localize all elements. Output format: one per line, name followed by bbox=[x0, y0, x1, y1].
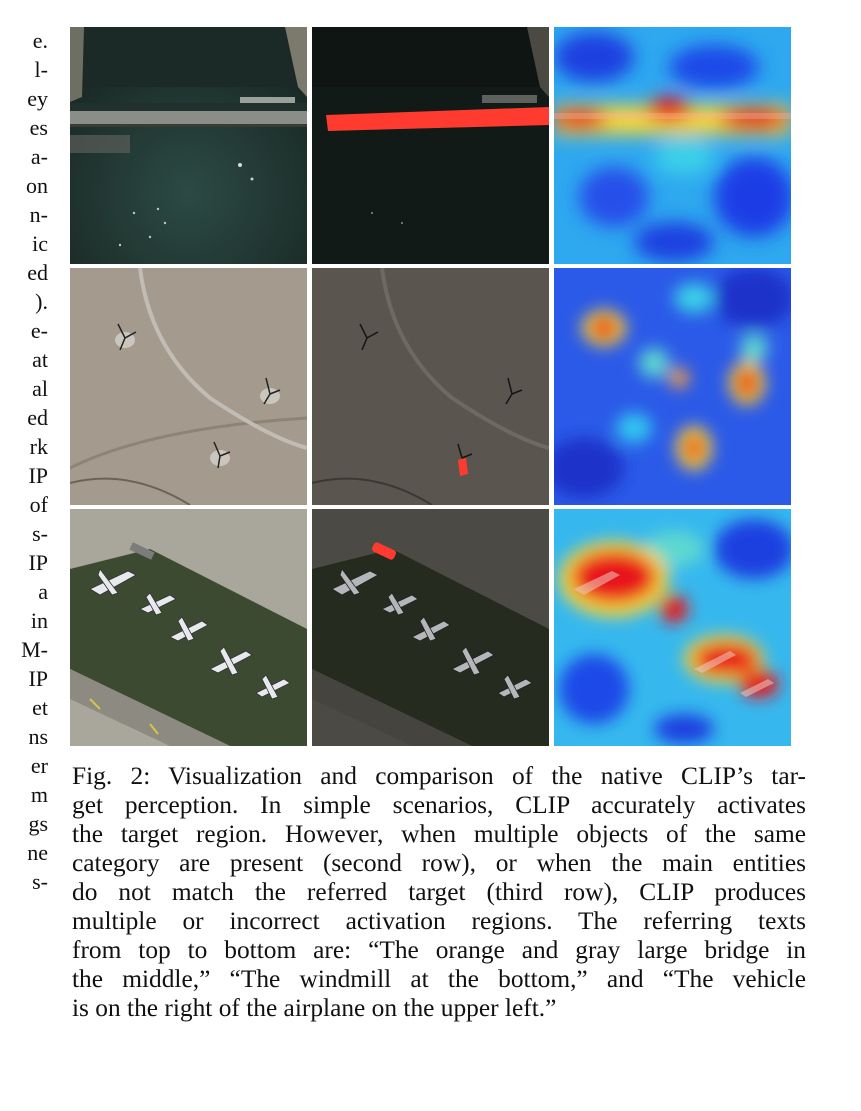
left-column-fragment: rk bbox=[29, 434, 48, 459]
left-column-fragment: a- bbox=[30, 144, 48, 169]
caption-line: the target region. However, when multiple objects of the same bbox=[72, 820, 806, 848]
caption-line: get perception. In simple scenarios, CLIP accurately activates bbox=[72, 791, 806, 819]
left-column-fragment: ed bbox=[27, 405, 48, 430]
row2-mask-windmill-image bbox=[312, 268, 549, 505]
figure-caption bbox=[72, 762, 806, 1023]
caption-line: category are present (second row), or when the main entities bbox=[72, 849, 806, 877]
row1-heatmap-bridge-image bbox=[554, 27, 791, 264]
left-column-fragment: e. bbox=[32, 29, 48, 53]
left-column-fragment: l- bbox=[34, 57, 48, 82]
left-column-fragment: et bbox=[32, 695, 48, 720]
caption-line: from top to bottom are: “The orange and gray large bridge in bbox=[72, 936, 806, 964]
left-column-fragment: er bbox=[30, 753, 48, 778]
row1-original-bridge-image bbox=[70, 27, 307, 264]
left-column-fragment: ed bbox=[27, 260, 48, 285]
left-column-fragment: ne bbox=[27, 840, 48, 865]
left-column-fragment: IP bbox=[28, 666, 48, 691]
caption-line: multiple or incorrect activation regions. The referring texts bbox=[72, 907, 806, 935]
caption-line: is on the right of the airplane on the upper left.” bbox=[72, 994, 557, 1022]
left-column-fragment: IP bbox=[28, 463, 48, 488]
left-column-fragment: IP bbox=[28, 550, 48, 575]
left-column-fragment: ic bbox=[32, 231, 48, 256]
left-column-fragment: n- bbox=[29, 202, 48, 227]
left-column-fragment: in bbox=[30, 608, 48, 633]
left-column-fragment: m bbox=[30, 782, 48, 807]
left-column-fragment: on bbox=[26, 173, 48, 198]
row2-heatmap-windmill-image bbox=[554, 268, 791, 505]
row3-heatmap-airplanes-image bbox=[554, 509, 791, 746]
left-column-fragment: es bbox=[29, 115, 48, 140]
left-column-fragment: al bbox=[32, 376, 48, 401]
row2-original-windmill-image bbox=[70, 268, 307, 505]
caption-line: the middle,” “The windmill at the bottom,” and “The vehicle bbox=[72, 965, 806, 993]
left-column-fragment: ). bbox=[35, 289, 48, 314]
left-column-fragment: a bbox=[38, 579, 48, 604]
left-column-fragment: of bbox=[29, 492, 48, 517]
row3-mask-airplanes-image bbox=[312, 509, 549, 746]
left-column-fragment: at bbox=[32, 347, 48, 372]
left-column-text-fragments bbox=[0, 29, 48, 1109]
row1-mask-bridge-image bbox=[312, 27, 549, 264]
left-column-fragment: s- bbox=[32, 521, 48, 546]
left-column-fragment: ns bbox=[28, 724, 48, 749]
caption-line: do not match the referred target (third row), CLIP produces bbox=[72, 878, 806, 906]
left-column-fragment: s- bbox=[32, 869, 48, 894]
left-column-fragment: ey bbox=[27, 86, 48, 111]
figure-2-grid bbox=[70, 27, 792, 746]
left-column-fragment: M- bbox=[21, 637, 48, 662]
left-column-fragment: gs bbox=[28, 811, 48, 836]
row3-original-airplanes-image bbox=[70, 509, 307, 746]
left-column-fragment: e- bbox=[30, 318, 48, 343]
caption-line: Fig. 2: Visualization and comparison of the native CLIP’s tar- bbox=[72, 762, 806, 790]
